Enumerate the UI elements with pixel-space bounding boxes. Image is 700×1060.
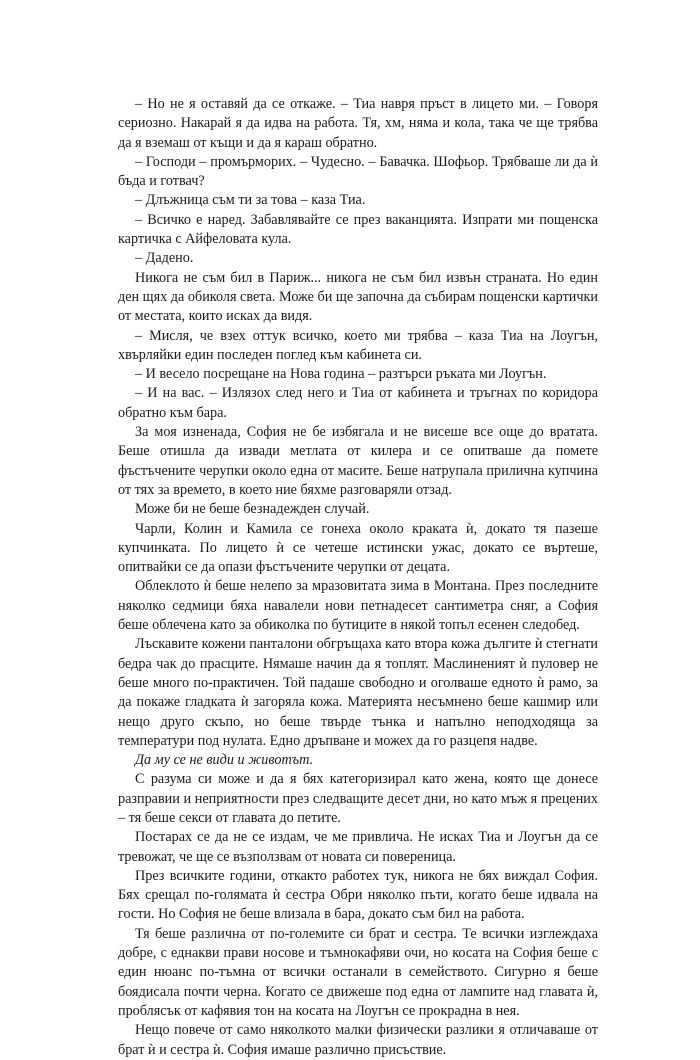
paragraph: – И на вас. – Излязох след него и Тиа от кабинета и тръгнах по коридора обратно към бара. <box>118 385 598 421</box>
paragraph: Може би не беше безнадежден случай. <box>135 501 370 518</box>
paragraph: Лъскавите кожени панталони обгръщаха като втора кожа дългите ѝ стегнати бедра чак до прасците. Нямаше начин да я топлят. Маслиненият ѝ пуловер не беше много по-практичен. Той падаше свободно и оголваше едното ѝ рамо, за да покаже гладката ѝ загоряла кожа. Материята несъмнено беше кашмир или нещо друго скъпо, но беше твърде тънка и напълно неподходяща за температури под нулата. Едно дръпване и можех да го разцепя надве. <box>118 636 598 749</box>
paragraph: – Длъжница съм ти за това – каза Тиа. <box>135 192 366 209</box>
paragraph: – Всичко е наред. Забавлявайте се през ваканцията. Изпрати ми пощенска картичка с Айфеловата кула. <box>118 211 598 248</box>
paragraph: Чарли, Колин и Камила се гонеха около краката ѝ, докато тя пазеше купчинката. По лицето ѝ се четеше истински ужас, докато се въртеше, опитвайки се да опази фъстъчените черупки от децата. <box>118 520 598 576</box>
book-page <box>118 95 598 1060</box>
italic-paragraph: Да му се не види и животът. <box>135 752 314 769</box>
paragraph: – Но не я оставяй да се откаже. – Тиа навря пръст в лицето ми. – Говоря сериозно. Накарай я да идва на работа. Тя, хм, няма и кола, така че ще трябва да я вземаш от къщи и да я караш обратно. <box>118 96 598 151</box>
paragraph: – Дадено. <box>135 250 194 267</box>
paragraph: Нещо повече от само няколкото малки физически разлики я отличаваше от брат ѝ и сестра ѝ. София имаше различно присъствие. <box>118 1022 598 1058</box>
paragraph: – Господи – промърморих. – Чудесно. – Бавачка. Шофьор. Трябваше ли да ѝ бъда и готвач? <box>118 153 598 190</box>
paragraph: Постарах се да не се издам, че ме привлича. Не исках Тиа и Лоугън да се тревожат, че ще се възползвам от новата си повереница. <box>118 829 598 865</box>
paragraph: Тя беше различна от по-големите си брат и сестра. Те всички изглеждаха добре, с еднакви прави носове и тъмнокафяви очи, но косата на София беше с един нюанс по-тъмна от всички останали в семейството. Сигурно я беше боядисала почти черна. Когато се движеше под една от лампите над главата ѝ, проблясък от кафявия тон на косата на Лоугън се прокрадна в нея. <box>118 925 598 1019</box>
paragraph: С разума си може и да я бях категоризирал като жена, която ще донесе разправии и неприятности през следващите десет дни, но като мъж я прецених – тя беше секси от главата до петите. <box>118 771 598 826</box>
paragraph: – Мисля, че взех оттук всичко, което ми трябва – каза Тиа на Лоугън, хвърляйки един последен поглед към кабинета си. <box>118 327 598 363</box>
paragraph: Облеклото ѝ беше нелепо за мразовитата зима в Монтана. През последните няколко седмици бяха навалели нови петнадесет сантиметра сняг, а София беше облечена като за обиколка по бутиците в някой топъл есенен следобед. <box>118 578 598 634</box>
paragraph: През всичките години, откакто работех тук, никога не бях виждал София. Бях срещал по-голямата ѝ сестра Обри няколко пъти, когато беше идвала на гости. Но София не беше влизала в бара, докато съм бил на работа. <box>118 867 598 923</box>
paragraph: Никога не съм бил в Париж... никога не съм бил извън страната. Но един ден щях да обиколя света. Може би ще започна да събирам пощенски картички от местата, които исках да видя. <box>118 269 598 325</box>
paragraph: За моя изненада, София не бе избягала и не висеше все още до вратата. Беше отишла да извади метлата от килера и се опитваше да помете фъстъчените черупки около една от масите. Беше натрупала прилична купчина от тях за времето, в което ние бяхме разговаряли отзад. <box>118 424 598 498</box>
paragraph: – И весело посрещане на Нова година – разтърси ръката ми Лоугън. <box>135 366 547 383</box>
